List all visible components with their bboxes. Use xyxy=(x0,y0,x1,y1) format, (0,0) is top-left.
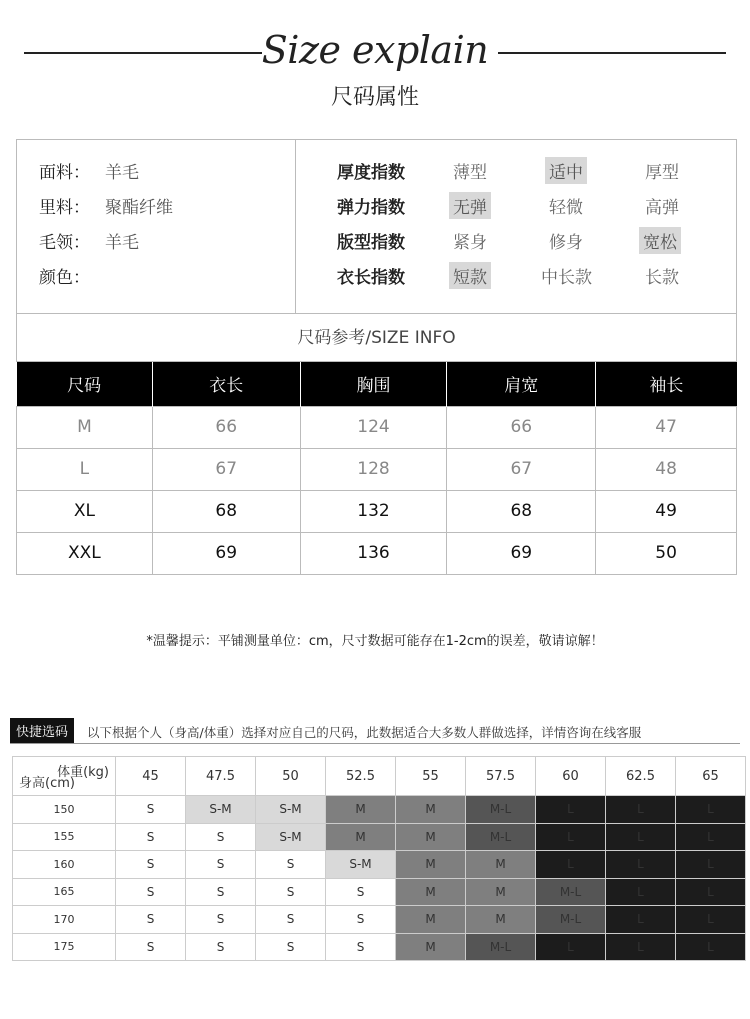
size-table xyxy=(16,362,737,575)
size-recommendation-cell: S-M xyxy=(326,851,396,879)
height-axis-label: 身高(cm) xyxy=(19,776,75,791)
height-row-header: 150 xyxy=(13,796,116,824)
size-recommendation-cell: L xyxy=(606,933,676,961)
size-recommendation-cell: M xyxy=(326,796,396,824)
quick-select-corner xyxy=(13,757,116,796)
quick-select-header-row xyxy=(13,757,746,796)
table-row xyxy=(17,532,737,574)
size-cell: XL xyxy=(17,490,153,532)
size-recommendation-cell: S xyxy=(116,796,186,824)
size-recommendation-cell: M xyxy=(466,851,536,879)
material-value: 聚酯纤维 xyxy=(105,198,173,218)
size-cell: M xyxy=(17,406,153,448)
weight-header-cell: 62.5 xyxy=(606,757,676,796)
size-recommendation-cell: S xyxy=(116,906,186,934)
size-cell: 49 xyxy=(596,490,737,532)
index-option: 轻微 xyxy=(549,198,583,218)
size-recommendation-cell: L xyxy=(536,851,606,879)
material-key: 里料： xyxy=(39,198,90,218)
size-recommendation-cell: S xyxy=(186,878,256,906)
index-option: 适中 xyxy=(545,157,587,184)
attribute-divider xyxy=(295,140,296,313)
height-row-header: 165 xyxy=(13,878,116,906)
thickness-index-label: 厚度指数 xyxy=(337,163,405,183)
size-recommendation-cell: M xyxy=(396,933,466,961)
index-option: 宽松 xyxy=(639,227,681,254)
weight-header-cell: 57.5 xyxy=(466,757,536,796)
material-key: 面料： xyxy=(39,163,90,183)
elasticity-index-label: 弹力指数 xyxy=(337,198,405,218)
size-recommendation-cell: M xyxy=(396,851,466,879)
height-row-header: 155 xyxy=(13,823,116,851)
size-recommendation-cell: S-M xyxy=(256,823,326,851)
quick-select-grid xyxy=(12,756,746,961)
quick-select-tag: 快捷选码 xyxy=(10,718,74,743)
material-value: 羊毛 xyxy=(105,233,139,253)
size-header-cell: 衣长 xyxy=(152,362,300,406)
weight-header-cell: 47.5 xyxy=(186,757,256,796)
size-cell: XXL xyxy=(17,532,153,574)
size-recommendation-cell: L xyxy=(676,823,746,851)
size-recommendation-cell: M-L xyxy=(466,823,536,851)
material-row-lining xyxy=(39,193,173,218)
weight-header-cell: 65 xyxy=(676,757,746,796)
quick-select-rule xyxy=(10,743,740,744)
size-cell: 67 xyxy=(447,448,596,490)
weight-header-cell: 45 xyxy=(116,757,186,796)
size-recommendation-cell: M xyxy=(396,878,466,906)
size-recommendation-cell: M xyxy=(396,823,466,851)
size-cell: 66 xyxy=(152,406,300,448)
material-value: 羊毛 xyxy=(105,163,139,183)
size-cell: 66 xyxy=(447,406,596,448)
size-recommendation-cell: S-M xyxy=(186,796,256,824)
material-key: 颜色： xyxy=(39,268,90,288)
size-recommendation-cell: S xyxy=(256,878,326,906)
size-recommendation-cell: M-L xyxy=(536,878,606,906)
size-cell: 136 xyxy=(300,532,447,574)
size-recommendation-cell: S xyxy=(326,906,396,934)
index-option: 中长款 xyxy=(541,268,592,288)
size-recommendation-cell: L xyxy=(676,851,746,879)
size-recommendation-cell: M xyxy=(396,796,466,824)
size-cell: L xyxy=(17,448,153,490)
size-recommendation-cell: S xyxy=(116,878,186,906)
weight-header-cell: 52.5 xyxy=(326,757,396,796)
material-key: 毛领： xyxy=(39,233,90,253)
size-cell: 50 xyxy=(596,532,737,574)
size-recommendation-cell: S xyxy=(186,823,256,851)
table-row xyxy=(13,933,746,961)
size-cell: 48 xyxy=(596,448,737,490)
size-recommendation-cell: S xyxy=(256,851,326,879)
size-cell: 67 xyxy=(152,448,300,490)
size-table-header xyxy=(17,362,737,406)
size-header-cell: 袖长 xyxy=(596,362,737,406)
weight-header-cell: 55 xyxy=(396,757,466,796)
size-cell: 128 xyxy=(300,448,447,490)
height-row-header: 160 xyxy=(13,851,116,879)
size-recommendation-cell: L xyxy=(606,851,676,879)
size-recommendation-cell: M xyxy=(466,878,536,906)
page-subtitle: 尺码属性 xyxy=(330,85,419,110)
material-row-fabric xyxy=(39,158,139,183)
size-recommendation-cell: L xyxy=(676,796,746,824)
size-cell: 68 xyxy=(447,490,596,532)
size-recommendation-cell: S xyxy=(326,933,396,961)
size-recommendation-cell: L xyxy=(606,906,676,934)
weight-header-cell: 60 xyxy=(536,757,606,796)
height-row-header: 170 xyxy=(13,906,116,934)
size-header-cell: 胸围 xyxy=(300,362,447,406)
size-recommendation-cell: S xyxy=(116,823,186,851)
index-option: 紧身 xyxy=(453,233,487,253)
weight-header-cell: 50 xyxy=(256,757,326,796)
fit-index-label: 版型指数 xyxy=(337,233,405,253)
size-recommendation-cell: L xyxy=(676,906,746,934)
index-option: 短款 xyxy=(449,262,491,289)
page-title: Size explain xyxy=(261,28,489,72)
index-option: 修身 xyxy=(549,233,583,253)
size-header-cell: 肩宽 xyxy=(447,362,596,406)
index-option: 薄型 xyxy=(453,163,487,183)
size-recommendation-cell: M-L xyxy=(536,906,606,934)
size-info-title: 尺码参考/SIZE INFO xyxy=(16,314,737,362)
size-recommendation-cell: M xyxy=(326,823,396,851)
table-row xyxy=(13,878,746,906)
index-option: 长款 xyxy=(645,268,679,288)
table-row xyxy=(17,490,737,532)
size-recommendation-cell: S xyxy=(256,933,326,961)
size-recommendation-cell: S xyxy=(326,878,396,906)
index-option: 高弹 xyxy=(645,198,679,218)
size-header-cell: 尺码 xyxy=(17,362,153,406)
size-cell: 69 xyxy=(152,532,300,574)
material-row-color xyxy=(39,263,105,288)
size-recommendation-cell: L xyxy=(536,823,606,851)
size-recommendation-cell: L xyxy=(606,796,676,824)
size-recommendation-cell: L xyxy=(676,878,746,906)
quick-select-description: 以下根据个人（身高/体重）选择对应自己的尺码，此数据适合大多数人群做选择，详情咨询在线客服 xyxy=(87,725,642,740)
size-recommendation-cell: S xyxy=(186,933,256,961)
size-recommendation-cell: M-L xyxy=(466,933,536,961)
attribute-panel xyxy=(16,139,737,314)
size-recommendation-cell: S xyxy=(256,906,326,934)
table-row xyxy=(13,851,746,879)
table-row xyxy=(17,406,737,448)
material-row-collar xyxy=(39,228,139,253)
weight-axis-label: 体重(kg) xyxy=(57,765,109,780)
size-recommendation-cell: M-L xyxy=(466,796,536,824)
table-row xyxy=(13,796,746,824)
size-cell: 132 xyxy=(300,490,447,532)
size-cell: 47 xyxy=(596,406,737,448)
size-recommendation-cell: L xyxy=(676,933,746,961)
measurement-tip: *温馨提示：平铺测量单位：cm，尺寸数据可能存在1-2cm的误差，敬请谅解！ xyxy=(146,634,604,649)
size-recommendation-cell: L xyxy=(536,796,606,824)
height-row-header: 175 xyxy=(13,933,116,961)
size-cell: 68 xyxy=(152,490,300,532)
size-cell: 69 xyxy=(447,532,596,574)
size-recommendation-cell: L xyxy=(536,933,606,961)
size-recommendation-cell: S xyxy=(186,906,256,934)
size-cell: 124 xyxy=(300,406,447,448)
index-option: 厚型 xyxy=(645,163,679,183)
size-recommendation-cell: L xyxy=(606,823,676,851)
table-row xyxy=(13,906,746,934)
table-row xyxy=(17,448,737,490)
size-recommendation-cell: L xyxy=(606,878,676,906)
length-index-label: 衣长指数 xyxy=(337,268,405,288)
index-option: 无弹 xyxy=(449,192,491,219)
size-recommendation-cell: S-M xyxy=(256,796,326,824)
size-recommendation-cell: M xyxy=(466,906,536,934)
size-recommendation-cell: S xyxy=(116,933,186,961)
table-row xyxy=(13,823,746,851)
size-recommendation-cell: M xyxy=(396,906,466,934)
size-recommendation-cell: S xyxy=(186,851,256,879)
size-recommendation-cell: S xyxy=(116,851,186,879)
